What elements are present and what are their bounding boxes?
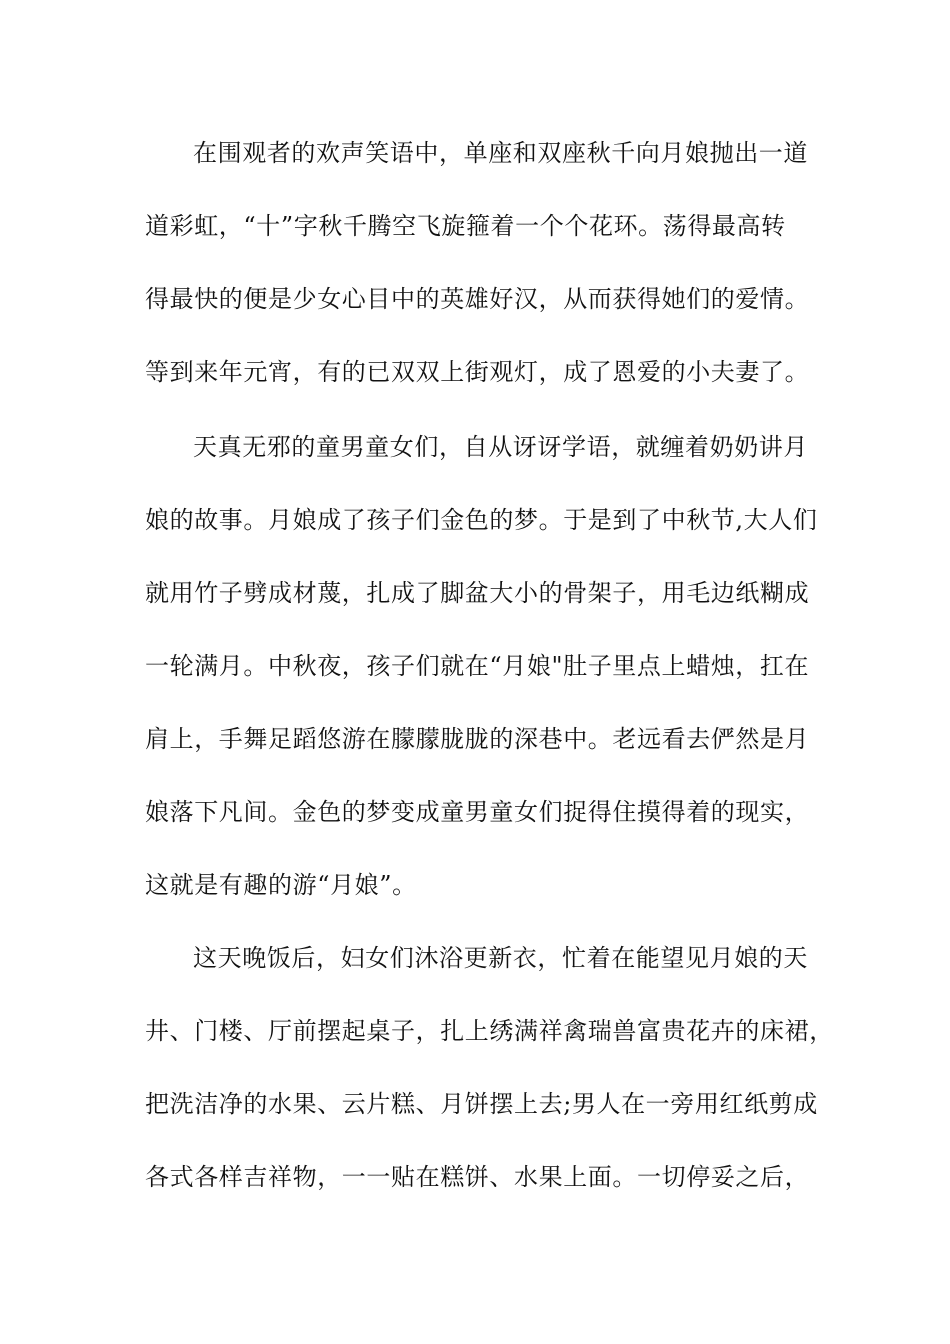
text-line: 把洗洁净的水果、云片糕、月饼摆上去;男人在一旁用红纸剪成 [145, 1090, 818, 1118]
text-line: 一轮满月。中秋夜，孩子们就在“月娘"肚子里点上蜡烛，扛在 [145, 652, 810, 680]
text-line: 就用竹子劈成材蔑，扎成了脚盆大小的骨架子，用毛边纸糊成 [145, 579, 810, 607]
text-line: 这天晚饭后，妇女们沐浴更新衣，忙着在能望见月娘的天 [193, 944, 808, 972]
text-line: 肩上，手舞足蹈悠游在朦朦胧胧的深巷中。老远看去俨然是月 [145, 725, 810, 753]
text-line: 各式各样吉祥物，一一贴在糕饼、水果上面。一切停妥之后， [145, 1163, 810, 1191]
text-line: 娘的故事。月娘成了孩子们金色的梦。于是到了中秋节,大人们 [145, 506, 818, 534]
text-line: 道彩虹，“十”字秋千腾空飞旋箍着一个个花环。荡得最高转 [145, 212, 786, 240]
text-line: 在围观者的欢声笑语中，单座和双座秋千向月娘抛出一道 [193, 139, 808, 167]
text-line: 井、门楼、厅前摆起桌子，扎上绣满祥禽瑞兽富贵花卉的床裙， [145, 1017, 834, 1045]
text-line: 得最快的便是少女心目中的英雄好汉，从而获得她们的爱情。 [145, 285, 810, 313]
text-line: 这就是有趣的游“月娘”。 [145, 871, 417, 899]
text-line: 娘落下凡间。金色的梦变成童男童女们捉得住摸得着的现实， [145, 798, 810, 826]
text-line: 天真无邪的童男童女们，自从讶讶学语，就缠着奶奶讲月 [193, 433, 808, 461]
text-line: 等到来年元宵，有的已双双上街观灯，成了恩爱的小夫妻了。 [145, 358, 810, 386]
